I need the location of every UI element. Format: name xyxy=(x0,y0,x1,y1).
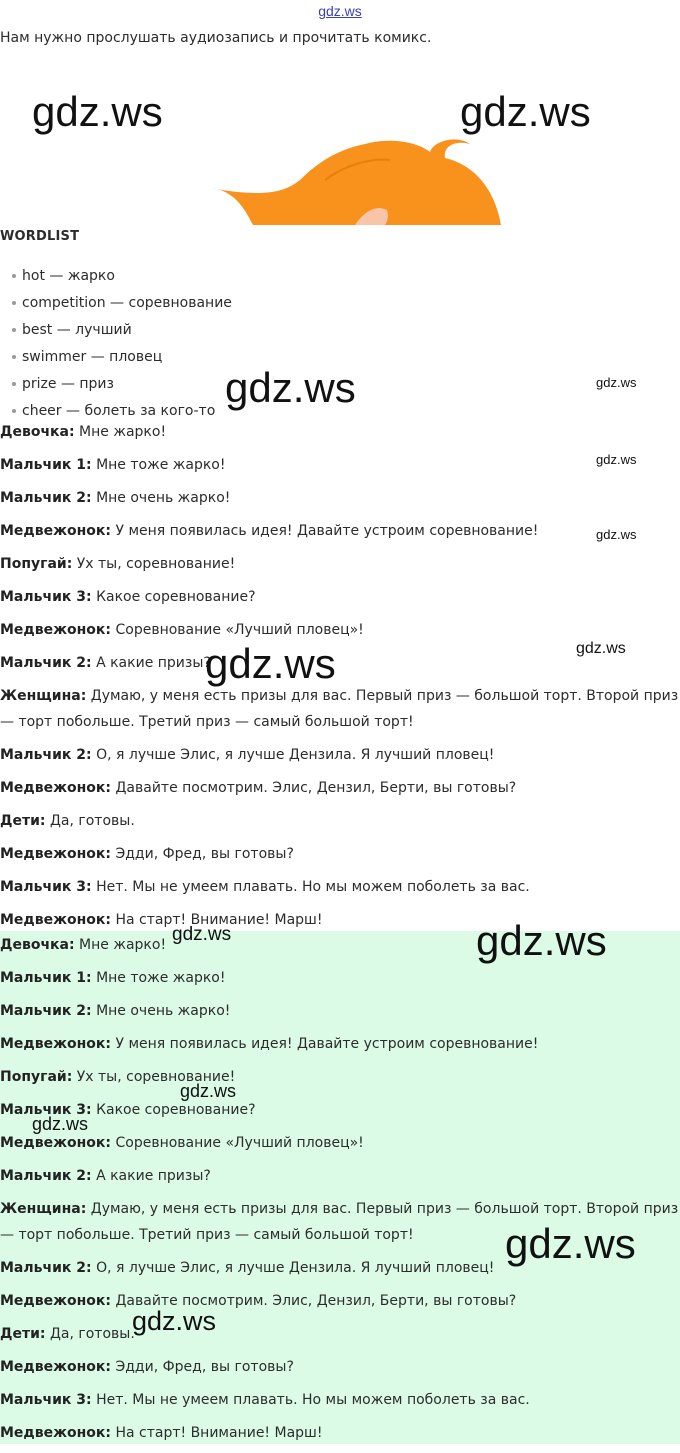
dialogue-line: Мальчик 2: О, я лучше Элис, я лучше Дензила. Я лучший пловец! xyxy=(0,1260,495,1276)
dialogue-line: Медвежонок: На старт! Внимание! Марш! xyxy=(0,912,323,928)
dialogue-line: Мальчик 2: А какие призы? xyxy=(0,655,211,671)
wordlist xyxy=(0,262,232,424)
dialogue-line: Мальчик 1: Мне тоже жарко! xyxy=(0,457,226,473)
watermark: gdz.ws xyxy=(576,640,626,657)
bullet-icon xyxy=(12,355,16,359)
list-item: hot — жарко xyxy=(0,262,232,289)
wordlist-heading: WORDLIST xyxy=(0,229,80,244)
watermark: gdz.ws xyxy=(225,364,356,411)
watermark: gdz.ws xyxy=(180,1081,237,1101)
watermark: gdz.ws xyxy=(32,88,163,135)
watermark: gdz.ws xyxy=(172,924,232,945)
watermark: gdz.ws xyxy=(596,527,637,542)
dialogue-line: Женщина: Думаю, у меня есть призы для вас. Первый приз — большой торт. Второй приз — торт побольше. Третий приз — самый большой торт! xyxy=(0,1201,679,1243)
list-item: swimmer — пловец xyxy=(0,343,232,370)
dialogue-line: Медвежонок: Соревнование «Лучший пловец»! xyxy=(0,622,364,638)
bullet-icon xyxy=(12,274,16,278)
dialogue-line: Медвежонок: На старт! Внимание! Марш! xyxy=(0,1425,323,1441)
dialogue-line: Девочка: Мне жарко! xyxy=(0,937,167,953)
dialogue-line: Мальчик 2: О, я лучше Элис, я лучше Дензила. Я лучший пловец! xyxy=(0,747,495,763)
dialogue-line: Медвежонок: Соревнование «Лучший пловец»! xyxy=(0,1135,364,1151)
dialogue-line: Девочка: Мне жарко! xyxy=(0,424,167,440)
bullet-icon xyxy=(12,301,16,305)
dialogue-line: Мальчик 3: Нет. Мы не умеем плавать. Но мы можем поболеть за вас. xyxy=(0,879,530,895)
bullet-icon xyxy=(12,382,16,386)
bullet-icon xyxy=(12,328,16,332)
dialogue-line: Дети: Да, готовы. xyxy=(0,813,135,829)
dialogue-line: Медвежонок: У меня появилась идея! Давайте устроим соревнование! xyxy=(0,1036,539,1052)
bullet-icon xyxy=(12,409,16,413)
dialogue-line: Попугай: Ух ты, соревнование! xyxy=(0,556,236,572)
watermark: gdz.ws xyxy=(596,452,637,467)
watermark: gdz.ws xyxy=(476,917,607,964)
dialogue-line: Мальчик 2: А какие призы? xyxy=(0,1168,211,1184)
dialogue-line: Мальчик 3: Какое соревнование? xyxy=(0,1102,256,1118)
dialogue-line: Мальчик 3: Нет. Мы не умеем плавать. Но мы можем поболеть за вас. xyxy=(0,1392,530,1408)
watermark: gdz.ws xyxy=(132,1306,217,1336)
dialogue-line: Женщина: Думаю, у меня есть призы для вас. Первый приз — большой торт. Второй приз — торт побольше. Третий приз — самый большой торт! xyxy=(0,688,679,730)
dialogue-block xyxy=(0,419,680,940)
list-item: best — лучший xyxy=(0,316,232,343)
dialogue-line: Медвежонок: Давайте посмотрим. Элис, Дензил, Берти, вы готовы? xyxy=(0,780,517,796)
dialogue-line: Мальчик 3: Какое соревнование? xyxy=(0,589,256,605)
dialogue-line: Медвежонок: Эдди, Фред, вы готовы? xyxy=(0,846,294,862)
dialogue-line: Попугай: Ух ты, соревнование! xyxy=(0,1069,236,1085)
dialogue-line: Медвежонок: Эдди, Фред, вы готовы? xyxy=(0,1359,294,1375)
intro-text: Нам нужно прослушать аудиозапись и прочитать комикс. xyxy=(0,30,432,46)
list-item: competition — соревнование xyxy=(0,289,232,316)
watermark: gdz.ws xyxy=(205,640,336,687)
dialogue-line: Медвежонок: Давайте посмотрим. Элис, Дензил, Берти, вы готовы? xyxy=(0,1293,517,1309)
watermark: gdz.ws xyxy=(596,375,637,390)
list-item: prize — приз xyxy=(0,370,232,397)
top-site-link[interactable]: gdz.ws xyxy=(318,3,362,19)
watermark: gdz.ws xyxy=(460,88,591,135)
dialogue-line: Медвежонок: У меня появилась идея! Давайте устроим соревнование! xyxy=(0,523,539,539)
watermark: gdz.ws xyxy=(505,1220,636,1267)
highlighted-dialogue-block xyxy=(0,932,680,1453)
list-item: cheer — болеть за кого-то xyxy=(0,397,232,424)
dialogue-line: Дети: Да, готовы. xyxy=(0,1326,135,1342)
dialogue-line: Мальчик 2: Мне очень жарко! xyxy=(0,490,231,506)
orange-hair-illustration xyxy=(205,130,505,225)
watermark: gdz.ws xyxy=(32,1114,89,1134)
dialogue-line: Мальчик 1: Мне тоже жарко! xyxy=(0,970,226,986)
dialogue-line: Мальчик 2: Мне очень жарко! xyxy=(0,1003,231,1019)
